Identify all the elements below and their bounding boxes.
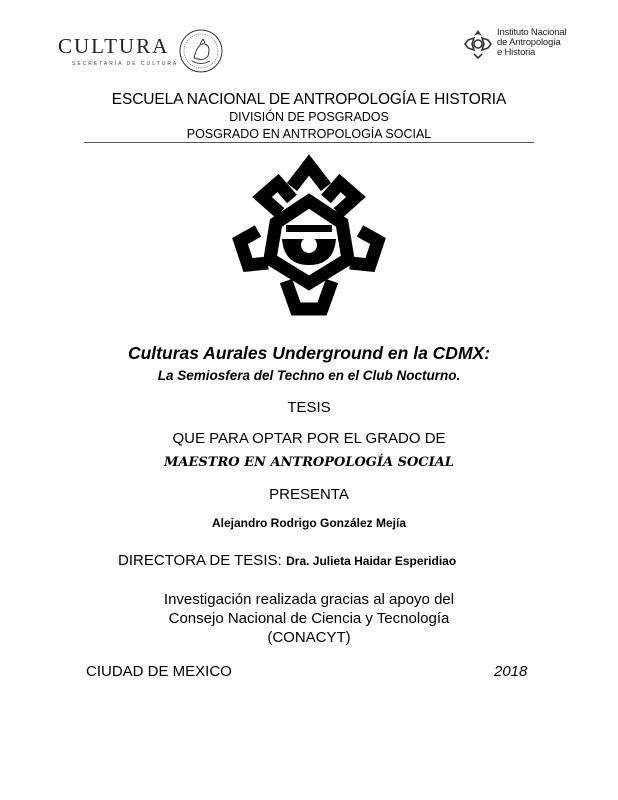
cultura-logo: CULTURA (58, 34, 170, 58)
acknowledgment-line: (CONACYT) (267, 629, 351, 646)
acknowledgment-line: Consejo Nacional de Ciencia y Tecnología (168, 610, 450, 627)
degree-purpose: QUE PARA OPTAR POR EL GRADO DE (172, 430, 446, 447)
mexico-national-seal-icon (178, 28, 224, 74)
presents-label: PRESENTA (269, 486, 349, 503)
city: CIUDAD DE MEXICO (86, 663, 232, 680)
acknowledgment (0, 590, 618, 647)
cultura-tagline: SECRETARÍA DE CULTURA (72, 61, 179, 67)
year: 2018 (494, 663, 528, 680)
inah-line: e Historia (497, 47, 536, 58)
program-name: POSGRADO EN ANTROPOLOGÍA SOCIAL (186, 127, 432, 141)
director-line (118, 552, 456, 570)
director-name: Dra. Julieta Haidar Esperidiao (286, 554, 457, 568)
inah-emblem-icon (462, 28, 494, 60)
inah-line: Instituto Nacional (497, 27, 567, 38)
degree-name: MAESTRO EN ANTROPOLOGÍA SOCIAL (164, 455, 454, 470)
enah-glyph-icon (228, 153, 390, 329)
division-name: DIVISIÓN DE POSGRADOS (229, 110, 389, 124)
inah-line: de Antropología (497, 37, 561, 48)
author-name: Alejandro Rodrigo González Mejía (211, 516, 407, 530)
director-label: DIRECTORA DE TESIS: (118, 552, 282, 569)
document-type: TESIS (287, 399, 331, 416)
thesis-subtitle: La Semiosfera del Techno en el Club Nocturno. (157, 368, 461, 383)
header-divider (84, 142, 534, 143)
thesis-title: Culturas Aurales Underground en la CDMX: (127, 343, 491, 363)
inah-name (497, 28, 566, 58)
acknowledgment-line: Investigación realizada gracias al apoyo del (163, 591, 455, 608)
school-name: ESCUELA NACIONAL DE ANTROPOLOGÍA E HISTORIA (111, 91, 507, 108)
